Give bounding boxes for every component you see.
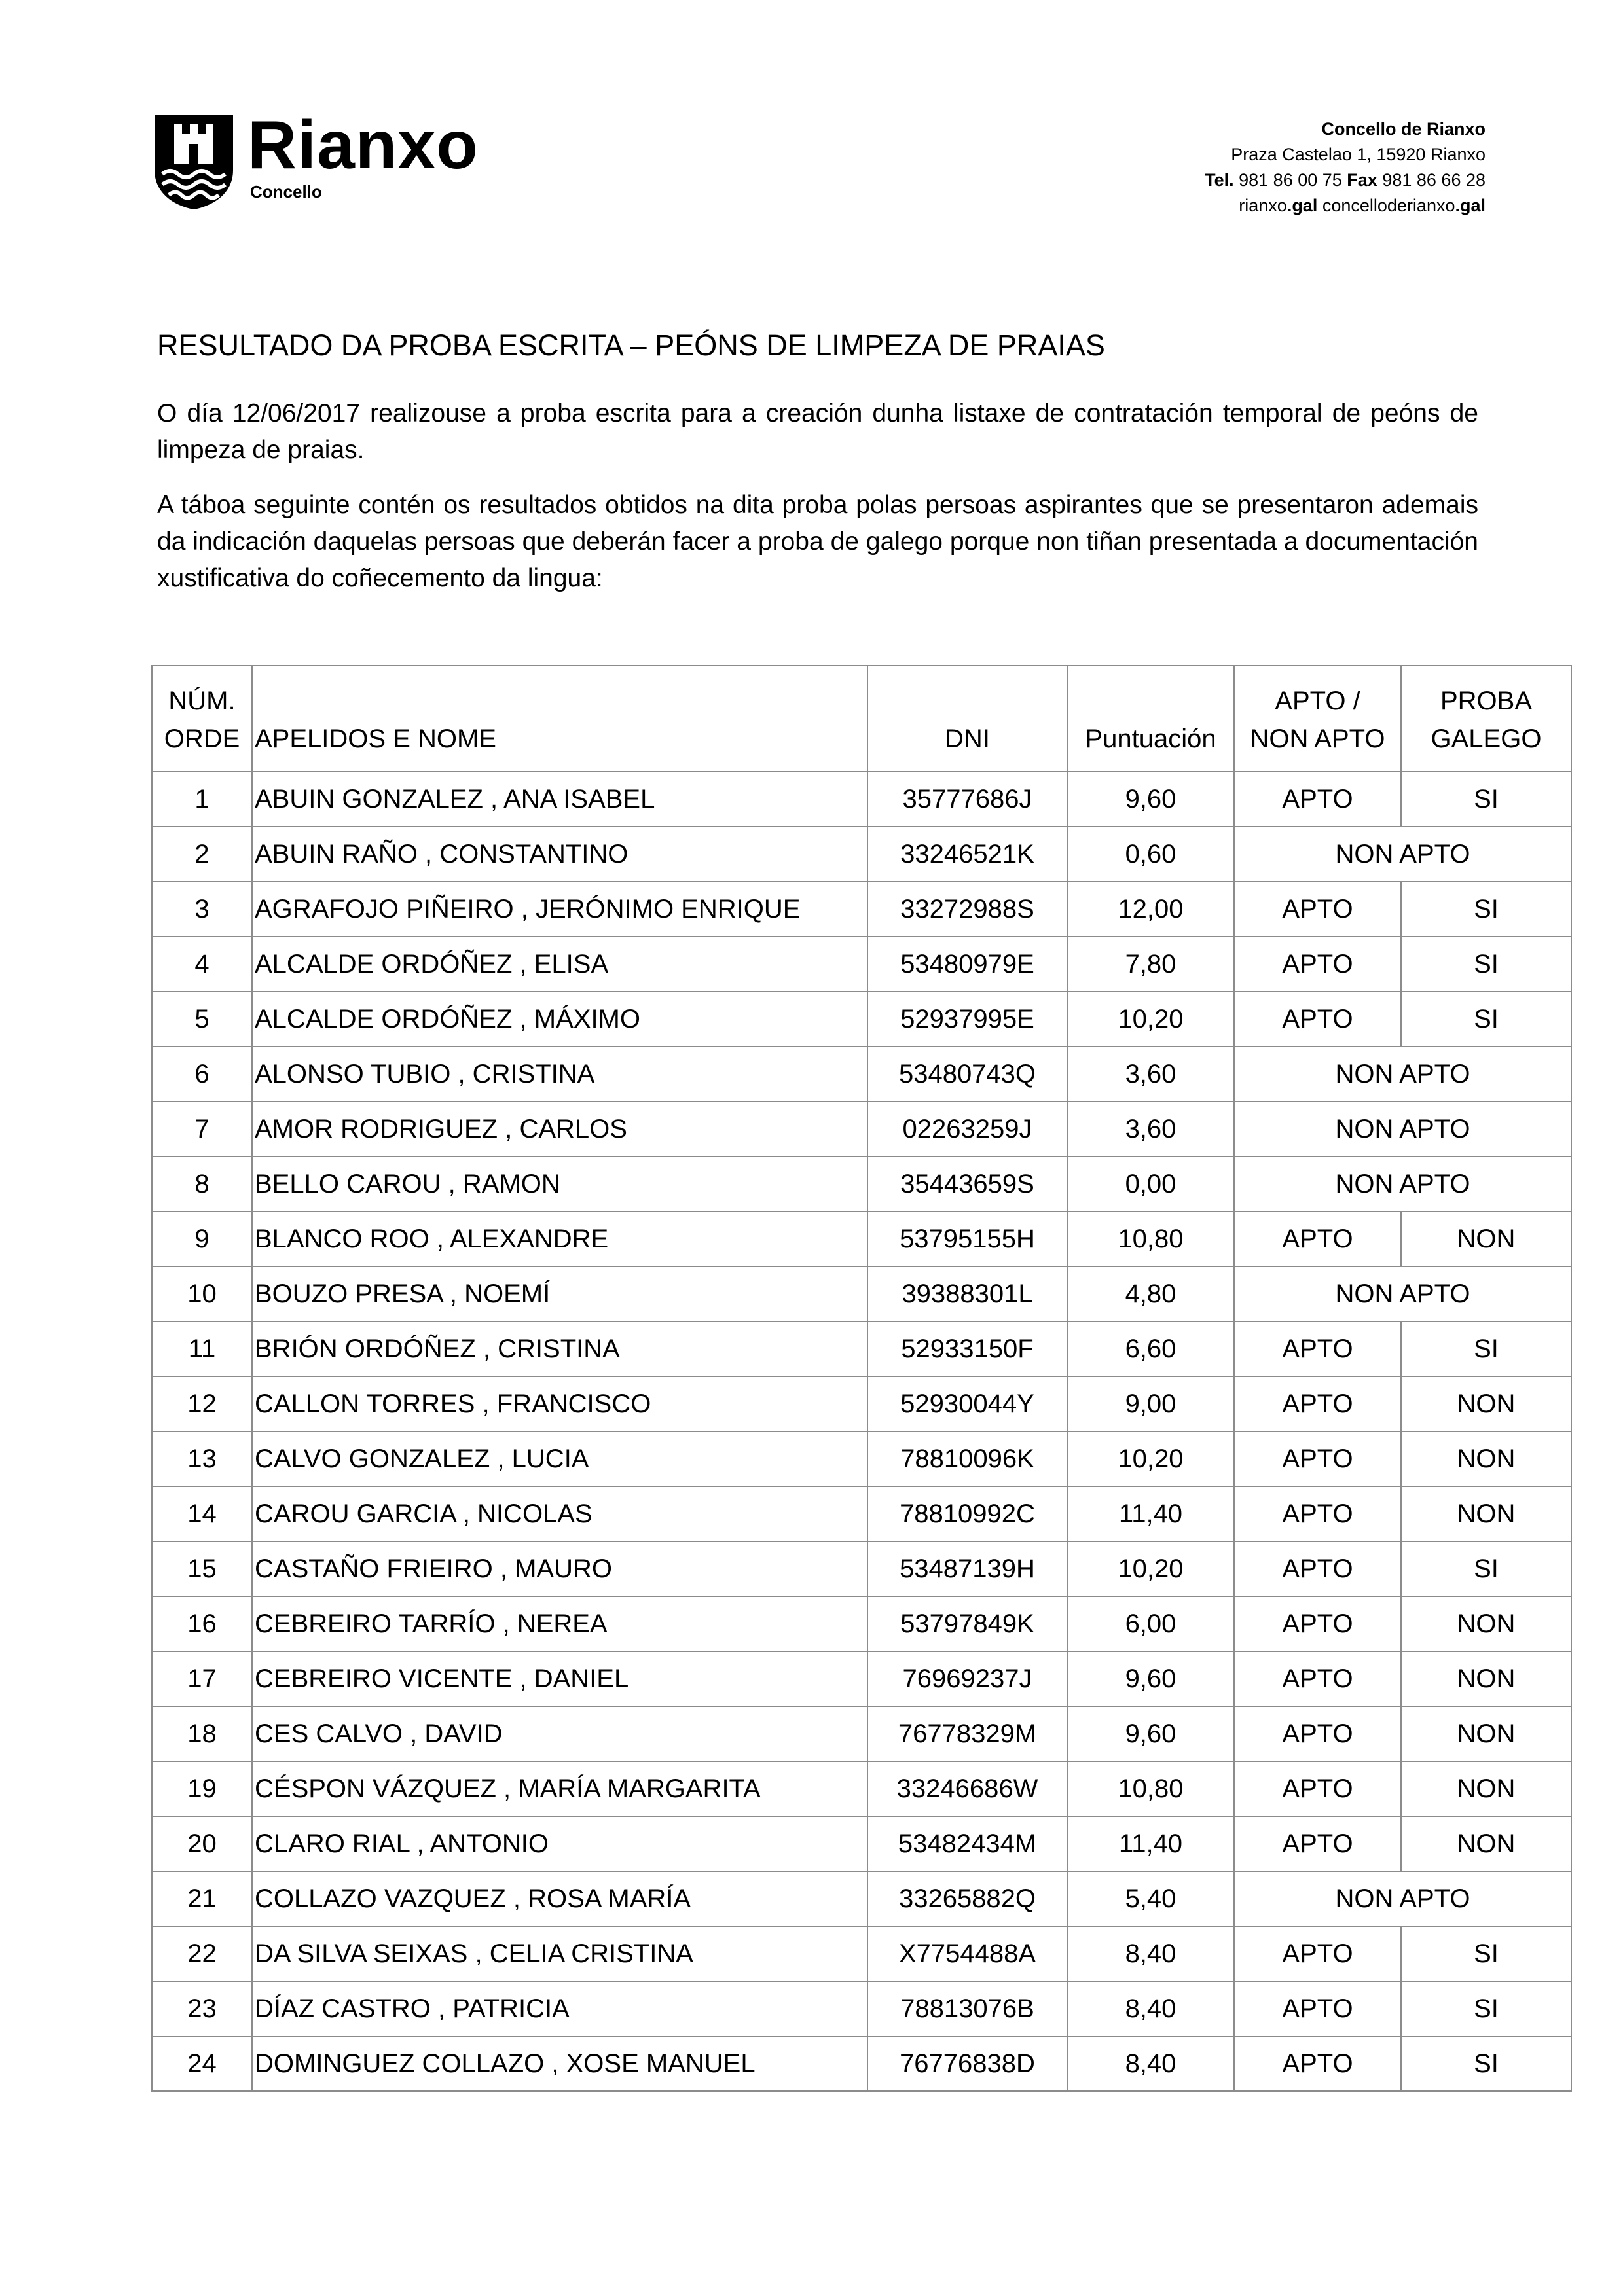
cell-dni: 76969237J [867, 1651, 1067, 1706]
cell-galego: SI [1401, 1926, 1571, 1981]
cell-name: ABUIN GONZALEZ , ANA ISABEL [252, 772, 867, 827]
cell-num: 9 [152, 1211, 252, 1266]
cell-num: 14 [152, 1486, 252, 1541]
cell-result: NON APTO [1234, 1266, 1571, 1321]
tel-value: 981 86 00 75 [1239, 170, 1342, 190]
cell-score: 6,00 [1067, 1596, 1234, 1651]
cell-result: APTO [1234, 1431, 1401, 1486]
castle-shield-icon [155, 115, 233, 209]
cell-score: 10,80 [1067, 1761, 1234, 1816]
cell-dni: 53482434M [867, 1816, 1067, 1871]
cell-num: 8 [152, 1157, 252, 1211]
table-row [152, 1486, 1571, 1541]
cell-name: CAROU GARCIA , NICOLAS [252, 1486, 867, 1541]
fax-label: Fax [1347, 170, 1377, 190]
cell-dni: 53480979E [867, 937, 1067, 992]
cell-num: 17 [152, 1651, 252, 1706]
cell-result: APTO [1234, 1706, 1401, 1761]
cell-dni: 76778329M [867, 1706, 1067, 1761]
cell-result: APTO [1234, 937, 1401, 992]
cell-name: DOMINGUEZ COLLAZO , XOSE MANUEL [252, 2036, 867, 2091]
cell-score: 9,60 [1067, 1651, 1234, 1706]
cell-score: 5,40 [1067, 1871, 1234, 1926]
cell-name: CLARO RIAL , ANTONIO [252, 1816, 867, 1871]
cell-galego: SI [1401, 1321, 1571, 1376]
web-link-rianxo[interactable]: rianxo.gal [1239, 196, 1318, 215]
table-row [152, 1157, 1571, 1211]
web-line [1205, 193, 1486, 219]
table-header-row [152, 666, 1571, 772]
cell-name: CASTAÑO FRIEIRO , MAURO [252, 1541, 867, 1596]
cell-dni: 53480743Q [867, 1047, 1067, 1102]
table-row [152, 1871, 1571, 1926]
cell-name: BOUZO PRESA , NOEMÍ [252, 1266, 867, 1321]
cell-num: 5 [152, 992, 252, 1047]
cell-num: 23 [152, 1981, 252, 2036]
table-row [152, 937, 1571, 992]
cell-result: APTO [1234, 992, 1401, 1047]
description-paragraph: A táboa seguinte contén os resultados obtidos na dita proba polas persoas aspirantes que se presentaron ademais da indicación daquelas persoas que deberán facer a proba de galego porque non tiñan presentada a documentación xustificativa do coñecemento da lingua: [157, 491, 1478, 592]
cell-score: 3,60 [1067, 1102, 1234, 1157]
cell-name: CES CALVO , DAVID [252, 1706, 867, 1761]
header-apto: APTO / NON APTO [1234, 666, 1401, 772]
cell-name: BRIÓN ORDÓÑEZ , CRISTINA [252, 1321, 867, 1376]
cell-name: DÍAZ CASTRO , PATRICIA [252, 1981, 867, 2036]
cell-dni: 53487139H [867, 1541, 1067, 1596]
header-galego: PROBA GALEGO [1401, 666, 1571, 772]
web-link-concello[interactable]: concelloderianxo.gal [1322, 196, 1486, 215]
cell-score: 4,80 [1067, 1266, 1234, 1321]
cell-result: APTO [1234, 1926, 1401, 1981]
cell-name: COLLAZO VAZQUEZ , ROSA MARÍA [252, 1871, 867, 1926]
cell-num: 21 [152, 1871, 252, 1926]
cell-num: 6 [152, 1047, 252, 1102]
cell-name: CEBREIRO TARRÍO , NEREA [252, 1596, 867, 1651]
cell-name: BLANCO ROO , ALEXANDRE [252, 1211, 867, 1266]
cell-result: APTO [1234, 772, 1401, 827]
header-name: APELIDOS E NOME [252, 666, 867, 772]
cell-name: ALCALDE ORDÓÑEZ , ELISA [252, 937, 867, 992]
table-row [152, 1321, 1571, 1376]
cell-dni: 78810992C [867, 1486, 1067, 1541]
cell-score: 8,40 [1067, 2036, 1234, 2091]
cell-galego: SI [1401, 772, 1571, 827]
cell-name: CALVO GONZALEZ , LUCIA [252, 1431, 867, 1486]
table-row [152, 827, 1571, 882]
tel-label: Tel. [1205, 170, 1234, 190]
cell-galego: NON [1401, 1816, 1571, 1871]
cell-result: NON APTO [1234, 1871, 1571, 1926]
cell-name: ALCALDE ORDÓÑEZ , MÁXIMO [252, 992, 867, 1047]
cell-galego: NON [1401, 1486, 1571, 1541]
cell-result: APTO [1234, 1596, 1401, 1651]
cell-galego: SI [1401, 992, 1571, 1047]
table-row [152, 772, 1571, 827]
concello-logo [155, 107, 521, 213]
cell-result: NON APTO [1234, 1102, 1571, 1157]
cell-result: APTO [1234, 1321, 1401, 1376]
cell-name: CÉSPON VÁZQUEZ , MARÍA MARGARITA [252, 1761, 867, 1816]
cell-result: NON APTO [1234, 827, 1571, 882]
address: Praza Castelao 1, 15920 Rianxo [1231, 145, 1486, 164]
table-row [152, 882, 1571, 937]
table-row [152, 1761, 1571, 1816]
cell-result: APTO [1234, 1541, 1401, 1596]
table-row [152, 1981, 1571, 2036]
table-row [152, 1047, 1571, 1102]
cell-galego: SI [1401, 937, 1571, 992]
cell-score: 9,60 [1067, 772, 1234, 827]
cell-num: 16 [152, 1596, 252, 1651]
table-row [152, 1926, 1571, 1981]
cell-name: AMOR RODRIGUEZ , CARLOS [252, 1102, 867, 1157]
cell-score: 11,40 [1067, 1486, 1234, 1541]
cell-score: 0,00 [1067, 1157, 1234, 1211]
cell-dni: 78810096K [867, 1431, 1067, 1486]
cell-score: 11,40 [1067, 1816, 1234, 1871]
cell-score: 3,60 [1067, 1047, 1234, 1102]
cell-score: 7,80 [1067, 937, 1234, 992]
cell-name: CALLON TORRES , FRANCISCO [252, 1376, 867, 1431]
logo-subtitle: Concello [250, 182, 322, 202]
contact-block [1205, 117, 1486, 219]
cell-dni: 02263259J [867, 1102, 1067, 1157]
cell-dni: 35443659S [867, 1157, 1067, 1211]
cell-galego: SI [1401, 882, 1571, 937]
cell-num: 4 [152, 937, 252, 992]
cell-galego: NON [1401, 1376, 1571, 1431]
cell-galego: NON [1401, 1761, 1571, 1816]
cell-galego: NON [1401, 1211, 1571, 1266]
table-row [152, 1651, 1571, 1706]
org-name: Concello de Rianxo [1321, 119, 1486, 139]
table-row [152, 992, 1571, 1047]
cell-galego: SI [1401, 2036, 1571, 2091]
cell-score: 9,00 [1067, 1376, 1234, 1431]
table-row [152, 1706, 1571, 1761]
cell-galego: NON [1401, 1706, 1571, 1761]
cell-result: NON APTO [1234, 1157, 1571, 1211]
cell-num: 12 [152, 1376, 252, 1431]
cell-dni: 53795155H [867, 1211, 1067, 1266]
cell-dni: 52933150F [867, 1321, 1067, 1376]
table-row [152, 1541, 1571, 1596]
logo-wordmark: Rianxo [247, 107, 479, 183]
table-row [152, 1596, 1571, 1651]
cell-result: APTO [1234, 1981, 1401, 2036]
table-row [152, 1211, 1571, 1266]
cell-num: 20 [152, 1816, 252, 1871]
cell-name: DA SILVA SEIXAS , CELIA CRISTINA [252, 1926, 867, 1981]
cell-dni: 33265882Q [867, 1871, 1067, 1926]
header-dni: DNI [867, 666, 1067, 772]
cell-result: APTO [1234, 2036, 1401, 2091]
cell-num: 1 [152, 772, 252, 827]
fax-value: 981 86 66 28 [1382, 170, 1486, 190]
table-row [152, 1266, 1571, 1321]
table-row [152, 2036, 1571, 2091]
cell-galego: SI [1401, 1981, 1571, 2036]
cell-name: ABUIN RAÑO , CONSTANTINO [252, 827, 867, 882]
table-row [152, 1816, 1571, 1871]
cell-result: APTO [1234, 1211, 1401, 1266]
cell-dni: X7754488A [867, 1926, 1067, 1981]
cell-result: NON APTO [1234, 1047, 1571, 1102]
cell-name: ALONSO TUBIO , CRISTINA [252, 1047, 867, 1102]
cell-result: APTO [1234, 1486, 1401, 1541]
header-num-orde: NÚM. ORDE [152, 666, 252, 772]
cell-dni: 52930044Y [867, 1376, 1067, 1431]
cell-num: 2 [152, 827, 252, 882]
cell-galego: NON [1401, 1596, 1571, 1651]
document-title: RESULTADO DA PROBA ESCRITA – PEÓNS DE LIMPEZA DE PRAIAS [157, 329, 1105, 362]
cell-result: APTO [1234, 1761, 1401, 1816]
cell-dni: 35777686J [867, 772, 1067, 827]
table-row [152, 1431, 1571, 1486]
cell-score: 10,20 [1067, 1431, 1234, 1486]
cell-num: 18 [152, 1706, 252, 1761]
cell-name: CEBREIRO VICENTE , DANIEL [252, 1651, 867, 1706]
cell-name: AGRAFOJO PIÑEIRO , JERÓNIMO ENRIQUE [252, 882, 867, 937]
cell-dni: 33272988S [867, 882, 1067, 937]
cell-num: 3 [152, 882, 252, 937]
cell-name: BELLO CAROU , RAMON [252, 1157, 867, 1211]
cell-score: 6,60 [1067, 1321, 1234, 1376]
cell-score: 10,20 [1067, 1541, 1234, 1596]
header-score: Puntuación [1067, 666, 1234, 772]
cell-num: 15 [152, 1541, 252, 1596]
cell-score: 10,20 [1067, 992, 1234, 1047]
cell-galego: NON [1401, 1431, 1571, 1486]
cell-score: 9,60 [1067, 1706, 1234, 1761]
cell-dni: 52937995E [867, 992, 1067, 1047]
cell-result: APTO [1234, 1651, 1401, 1706]
table-row [152, 1102, 1571, 1157]
phone-line [1205, 168, 1486, 193]
cell-num: 22 [152, 1926, 252, 1981]
cell-score: 8,40 [1067, 1926, 1234, 1981]
cell-result: APTO [1234, 1376, 1401, 1431]
cell-num: 19 [152, 1761, 252, 1816]
cell-galego: NON [1401, 1651, 1571, 1706]
cell-dni: 78813076B [867, 1981, 1067, 2036]
cell-num: 11 [152, 1321, 252, 1376]
cell-result: APTO [1234, 1816, 1401, 1871]
cell-dni: 33246521K [867, 827, 1067, 882]
cell-dni: 53797849K [867, 1596, 1067, 1651]
cell-galego: SI [1401, 1541, 1571, 1596]
cell-dni: 39388301L [867, 1266, 1067, 1321]
table-row [152, 1376, 1571, 1431]
intro-paragraph: O día 12/06/2017 realizouse a proba escrita para a creación dunha listaxe de contratación temporal de peóns de limpeza de praias. [157, 399, 1478, 464]
results-table [151, 665, 1572, 2092]
cell-score: 10,80 [1067, 1211, 1234, 1266]
cell-dni: 76776838D [867, 2036, 1067, 2091]
cell-result: APTO [1234, 882, 1401, 937]
cell-score: 0,60 [1067, 827, 1234, 882]
cell-num: 7 [152, 1102, 252, 1157]
cell-num: 24 [152, 2036, 252, 2091]
cell-score: 8,40 [1067, 1981, 1234, 2036]
cell-score: 12,00 [1067, 882, 1234, 937]
cell-num: 13 [152, 1431, 252, 1486]
cell-num: 10 [152, 1266, 252, 1321]
cell-dni: 33246686W [867, 1761, 1067, 1816]
